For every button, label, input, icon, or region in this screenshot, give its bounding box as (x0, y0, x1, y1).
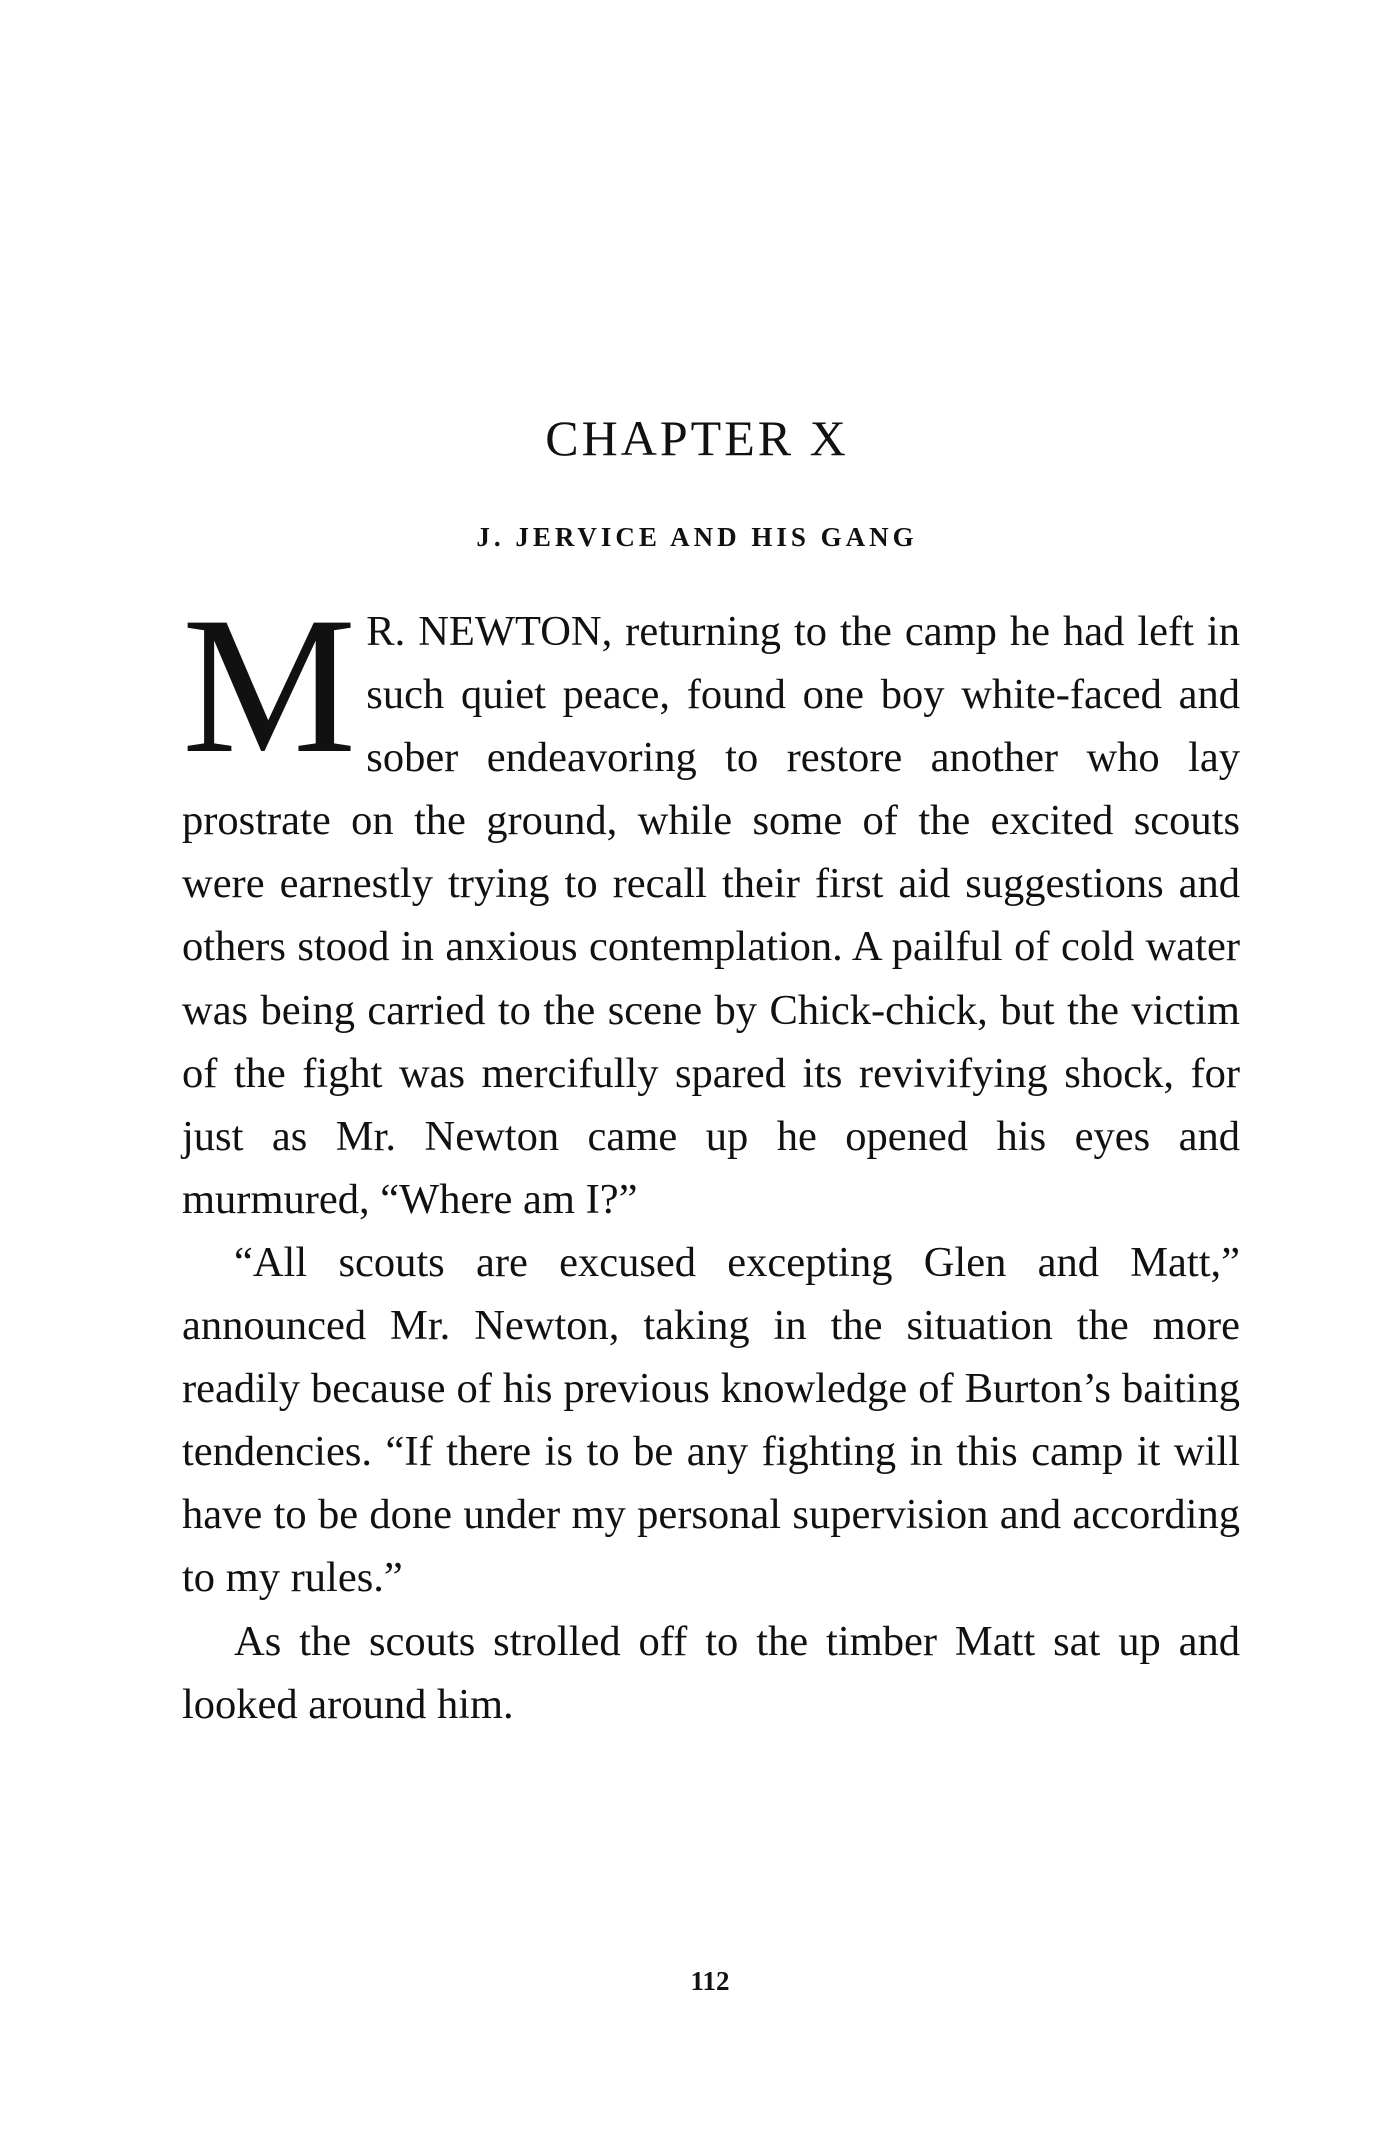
paragraph-1 (182, 577, 1240, 1231)
chapter-body (182, 577, 1240, 1736)
chapter-title: CHAPTER X (545, 410, 849, 466)
paragraph-2: “All scouts are excused excepting Glen and Matt,” announced Mr. Newton, taking in the situation the more readily because of his previous knowledge of Burton’s baiting tendencies. “If there is to be any fighting in this camp it will have to be done under my personal supervision and according to my rules.” (182, 1238, 1240, 1602)
paragraph-3: As the scouts strolled off to the timber Matt sat up and looked around him. (182, 1617, 1240, 1728)
paragraph-1-text: R. NEWTON, returning to the camp he had left in such quiet peace, found one boy white-faced and sober endeavoring to restore another who lay prostrate on the ground, while some of the excited scouts were earnestly trying to recall their first aid suggestions and others stood in anxious contemplation. A pailful of cold water was being carried to the scene by Chick-chick, but the victim of the fight was mercifully spared its revivifying shock, for just as Mr. Newton came up he opened his eyes and murmured, “Where am I?” (182, 608, 1240, 1223)
page-number: 112 (690, 1966, 730, 1996)
chapter-subtitle: J. JERVICE AND HIS GANG (476, 522, 918, 552)
drop-cap: M (182, 577, 357, 794)
